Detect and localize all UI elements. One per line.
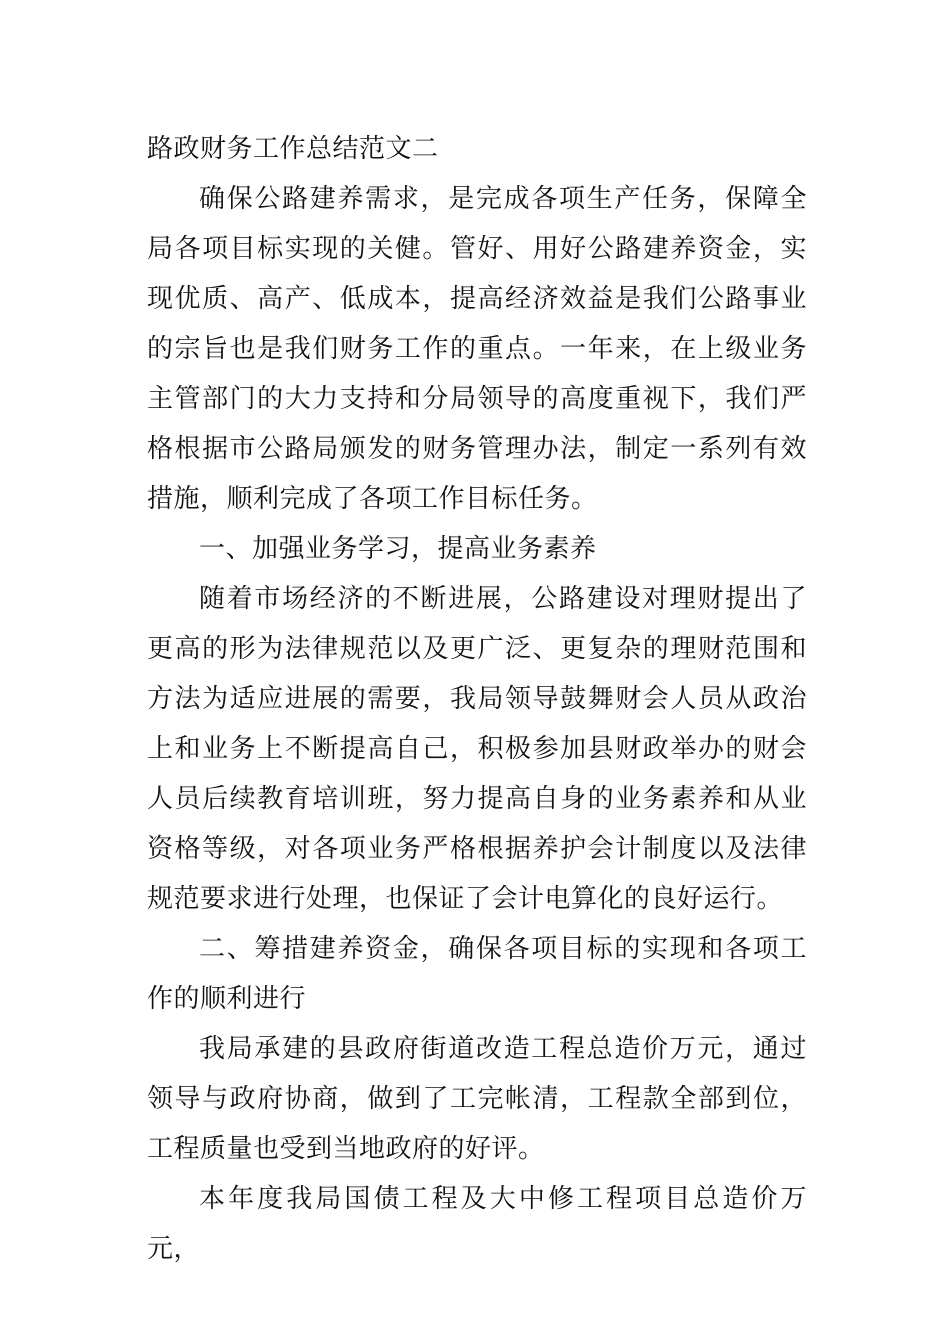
section-heading: 二、筹措建养资金，确保各项目标的实现和各项工作的顺利进行 [147,934,807,1014]
paragraph: 确保公路建养需求，是完成各项生产任务，保障全局各项目标实现的关健。管好、用好公路建养资金，实现优质、高产、低成本，提高经济效益是我们公路事业的宗旨也是我们财务工作的重点。一年来，在上级业务主管部门的大力支持和分局领导的高度重视下，我们严格根据市公路局颁发的财务管理办法，制定一系列有效措施，顺利完成了各项工作目标任务。 [147,184,807,514]
document-body [147,174,807,1274]
paragraph: 我局承建的县政府街道改造工程总造价万元，通过领导与政府协商，做到了工完帐清，工程款全部到位，工程质量也受到当地政府的好评。 [147,1034,807,1164]
section-heading: 一、加强业务学习，提高业务素养 [199,534,597,564]
document-title: 路政财务工作总结范文二 [147,134,439,164]
paragraph: 随着市场经济的不断进展，公路建设对理财提出了更高的形为法律规范以及更广泛、更复杂的理财范围和方法为适应进展的需要，我局领导鼓舞财会人员从政治上和业务上不断提高自己，积极参加县财政举办的财会人员后续教育培训班，努力提高自身的业务素养和从业资格等级，对各项业务严格根据养护会计制度以及法律规范要求进行处理，也保证了会计电算化的良好运行。 [147,584,807,914]
paragraph: 本年度我局国债工程及大中修工程项目总造价万元， [147,1184,807,1264]
